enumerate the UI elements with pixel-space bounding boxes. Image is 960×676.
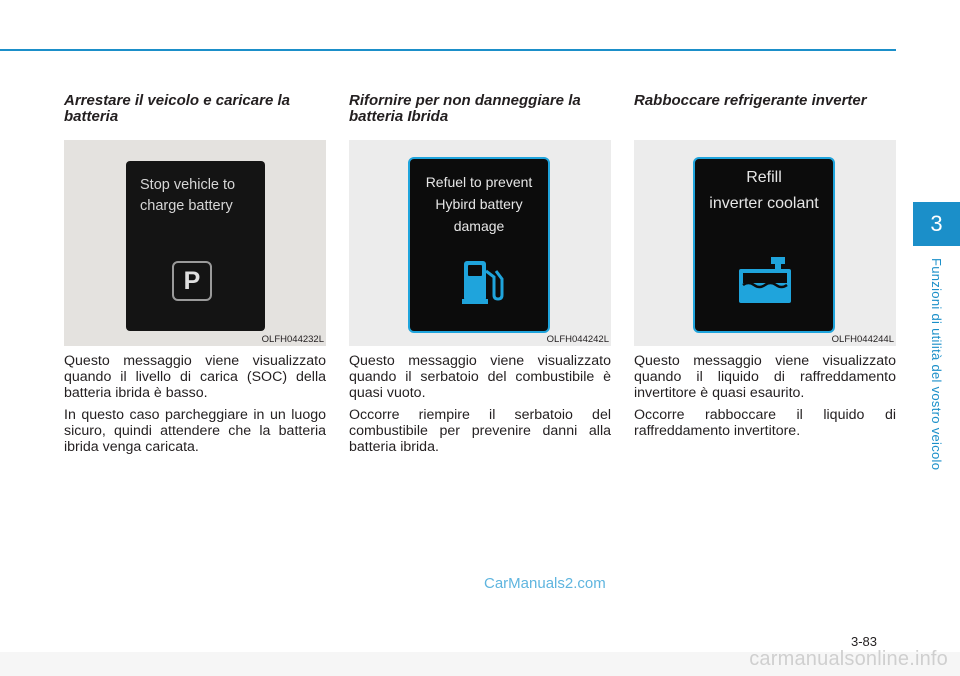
figure-refuel [349, 140, 611, 346]
coolant-reservoir-icon [735, 255, 795, 307]
section-refill-coolant [634, 92, 896, 439]
paragraph: Questo messaggio viene visualizzato quando il livello di carica (SOC) della batteria ibrida è basso. [64, 353, 326, 401]
figure-code: OLFH044244L [831, 334, 894, 345]
section-refuel [349, 92, 611, 455]
page-number: 3-83 [851, 634, 878, 649]
paragraph: Questo messaggio viene visualizzato quando il liquido di raffreddamento invertitore è quasi esaurito. [634, 353, 896, 401]
paragraph: Occorre rabboccare il liquido di raffreddamento invertitore. [634, 407, 896, 439]
section-stop-vehicle [64, 92, 326, 455]
section-body [349, 353, 611, 461]
paragraph: Occorre riempire il serbatoio del combustibile per prevenire danni alla batteria ibrida. [349, 407, 611, 455]
fuel-pump-icon [462, 257, 508, 305]
footer-watermark[interactable]: carmanualsonline.info [749, 648, 948, 670]
top-rule [0, 49, 896, 51]
section-body [64, 353, 326, 461]
display-message: Refill inverter coolant [709, 169, 819, 212]
chapter-title: Funzioni di utilità del vostro veicolo [929, 258, 944, 471]
cluster-display [693, 157, 835, 333]
paragraph: In questo caso parcheggiare in un luogo sicuro, quindi attendere che la batteria ibrida venga caricata. [64, 407, 326, 455]
cluster-display [408, 157, 550, 333]
section-heading: Arrestare il veicolo e caricare la batteria [64, 92, 290, 125]
figure-refill-coolant [634, 140, 896, 346]
section-heading: Rabboccare refrigerante inverter [634, 92, 867, 109]
figure-code: OLFH044242L [546, 334, 609, 345]
display-message: Stop vehicle to charge battery [140, 177, 236, 214]
section-body [634, 353, 896, 445]
section-heading: Rifornire per non danneggiare la batteria Ibrida [349, 92, 581, 125]
park-p-icon: P [172, 261, 212, 301]
footer-watermark-bar [0, 648, 960, 676]
cluster-display [126, 161, 265, 331]
display-message: Refuel to prevent Hybird battery damage [425, 174, 533, 234]
chapter-tab: 3 [913, 202, 960, 246]
figure-code: OLFH044232L [261, 334, 324, 345]
figure-stop-vehicle [64, 140, 326, 346]
paragraph: Questo messaggio viene visualizzato quando il serbatoio del combustibile è quasi vuoto. [349, 353, 611, 401]
watermark-link[interactable]: CarManuals2.com [484, 575, 606, 592]
